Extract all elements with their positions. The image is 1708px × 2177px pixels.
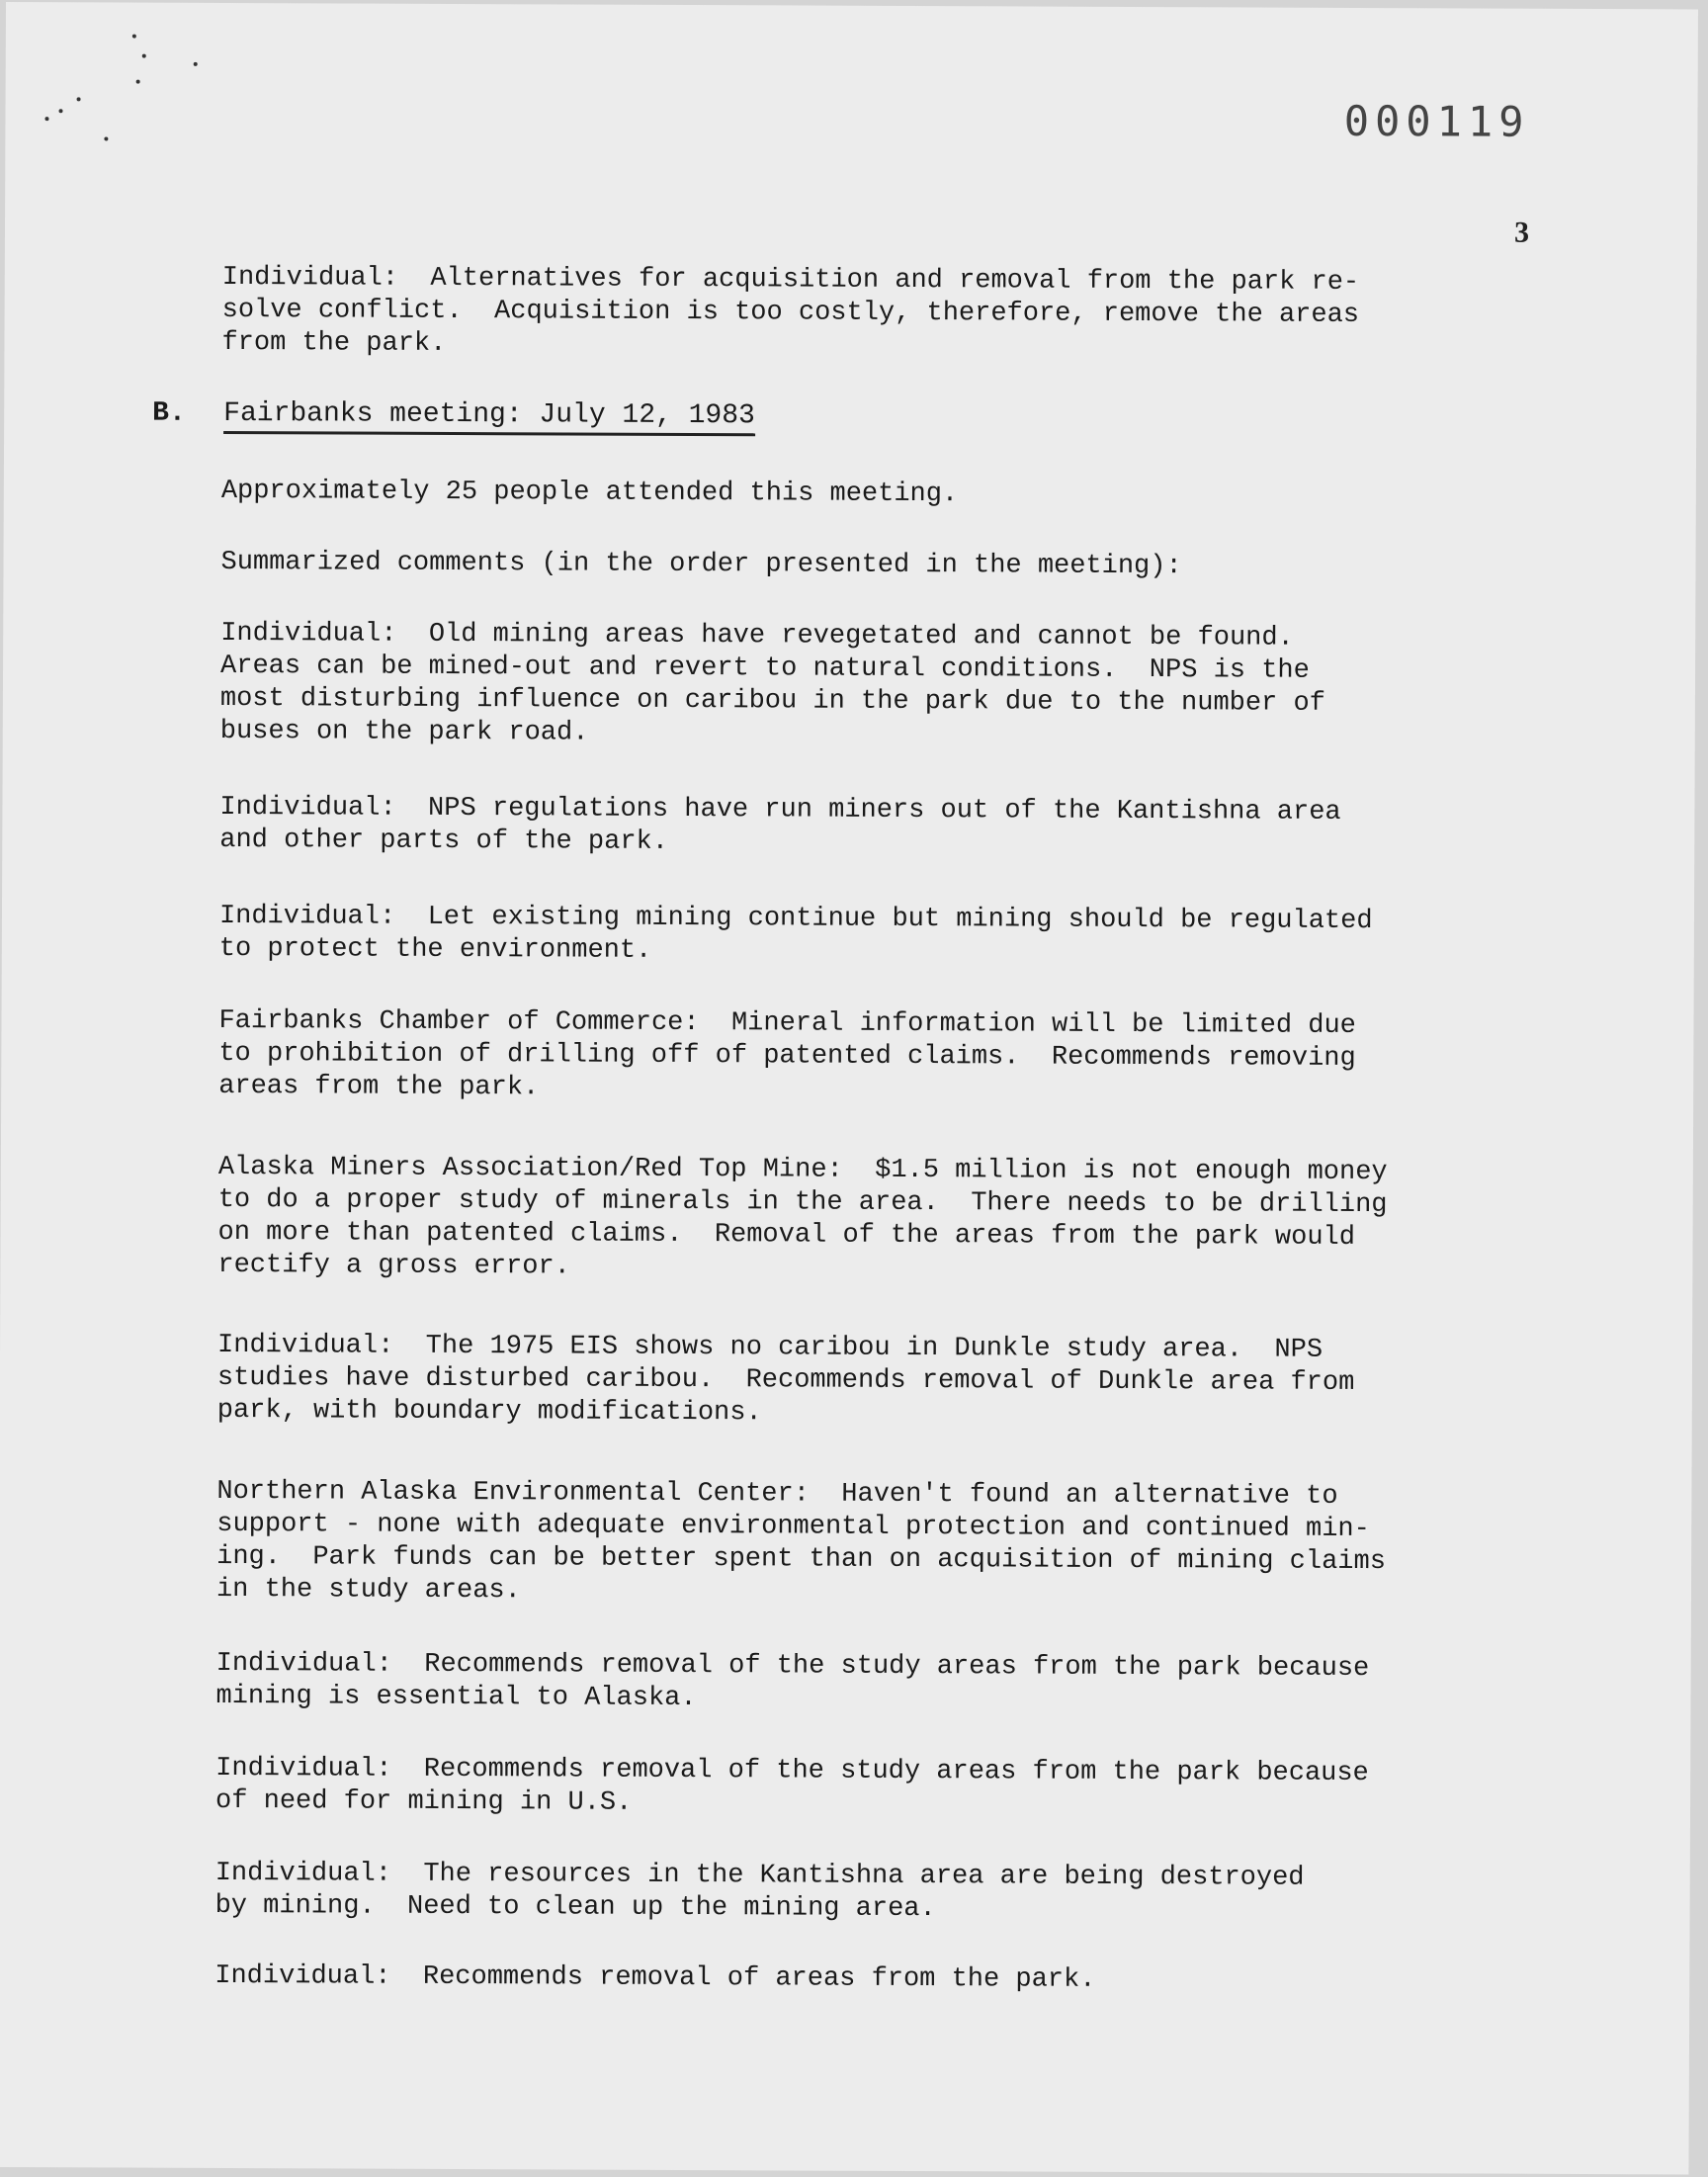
intro-comment: Individual: Alternatives for acquisition and removal from the park re- solve conflict. Acquisition is too costly, therefore, remove the areas from the park. [221,262,1360,359]
comment-3: Individual: Let existing mining continue but mining should be regulated to protect the environment. [218,901,1373,966]
comment-9: Individual: Recommends removal of the study areas from the park because of need for mining in U.S. [214,1753,1369,1818]
section-title: Fairbanks meeting: July 12, 1983 [223,398,755,436]
document-id: 000119 [1343,96,1530,146]
comment-10: Individual: The resources in the Kantishna area are being destroyed by mining. Need to clean up the mining area. [214,1858,1305,1925]
comment-6: Individual: The 1975 EIS shows no caribou in Dunkle study area. NPS studies have disturbed caribou. Recommends removal of Dunkle area from park, with boundary modifications. [216,1330,1355,1429]
comment-7: Northern Alaska Environmental Center: Haven't found an alternative to support - none with adequate environmental protection and continued min- ing. Park funds can be better spent than on acquisition of mining claims in the study areas. [215,1476,1386,1607]
attendance-text: Approximately 25 people attended this meeting. [220,476,959,510]
scan-speckles [6,2,1698,9]
section-letter: B. [152,397,186,429]
comment-2: Individual: NPS regulations have run miners out of the Kantishna area and other parts of the park. [219,792,1341,857]
page-number: 3 [1513,216,1530,249]
comment-11: Individual: Recommends removal of areas from the park. [214,1960,1096,1995]
comment-1: Individual: Old mining areas have revegetated and cannot be found. Areas can be mined-out and revert to natural conditions. NPS is the most disturbing influence on caribou in the park due to the number of buses on the park road. [219,618,1325,748]
comment-5: Alaska Miners Association/Red Top Mine: $1.5 million is not enough money to do a proper study of minerals in the area. There needs to be drilling on more than patented claims. Removal of the areas from the park would rectify a gross error. [217,1152,1388,1282]
comment-8: Individual: Recommends removal of the study areas from the park because mining is essential to Alaska. [215,1648,1370,1714]
comment-4: Fairbanks Chamber of Commerce: Mineral information will be limited due to prohibition of drilling off of patented claims. Recommends removing areas from the park. [218,1005,1356,1103]
document-page [0,2,1698,2174]
summary-heading: Summarized comments (in the order presented in the meeting): [220,547,1182,582]
